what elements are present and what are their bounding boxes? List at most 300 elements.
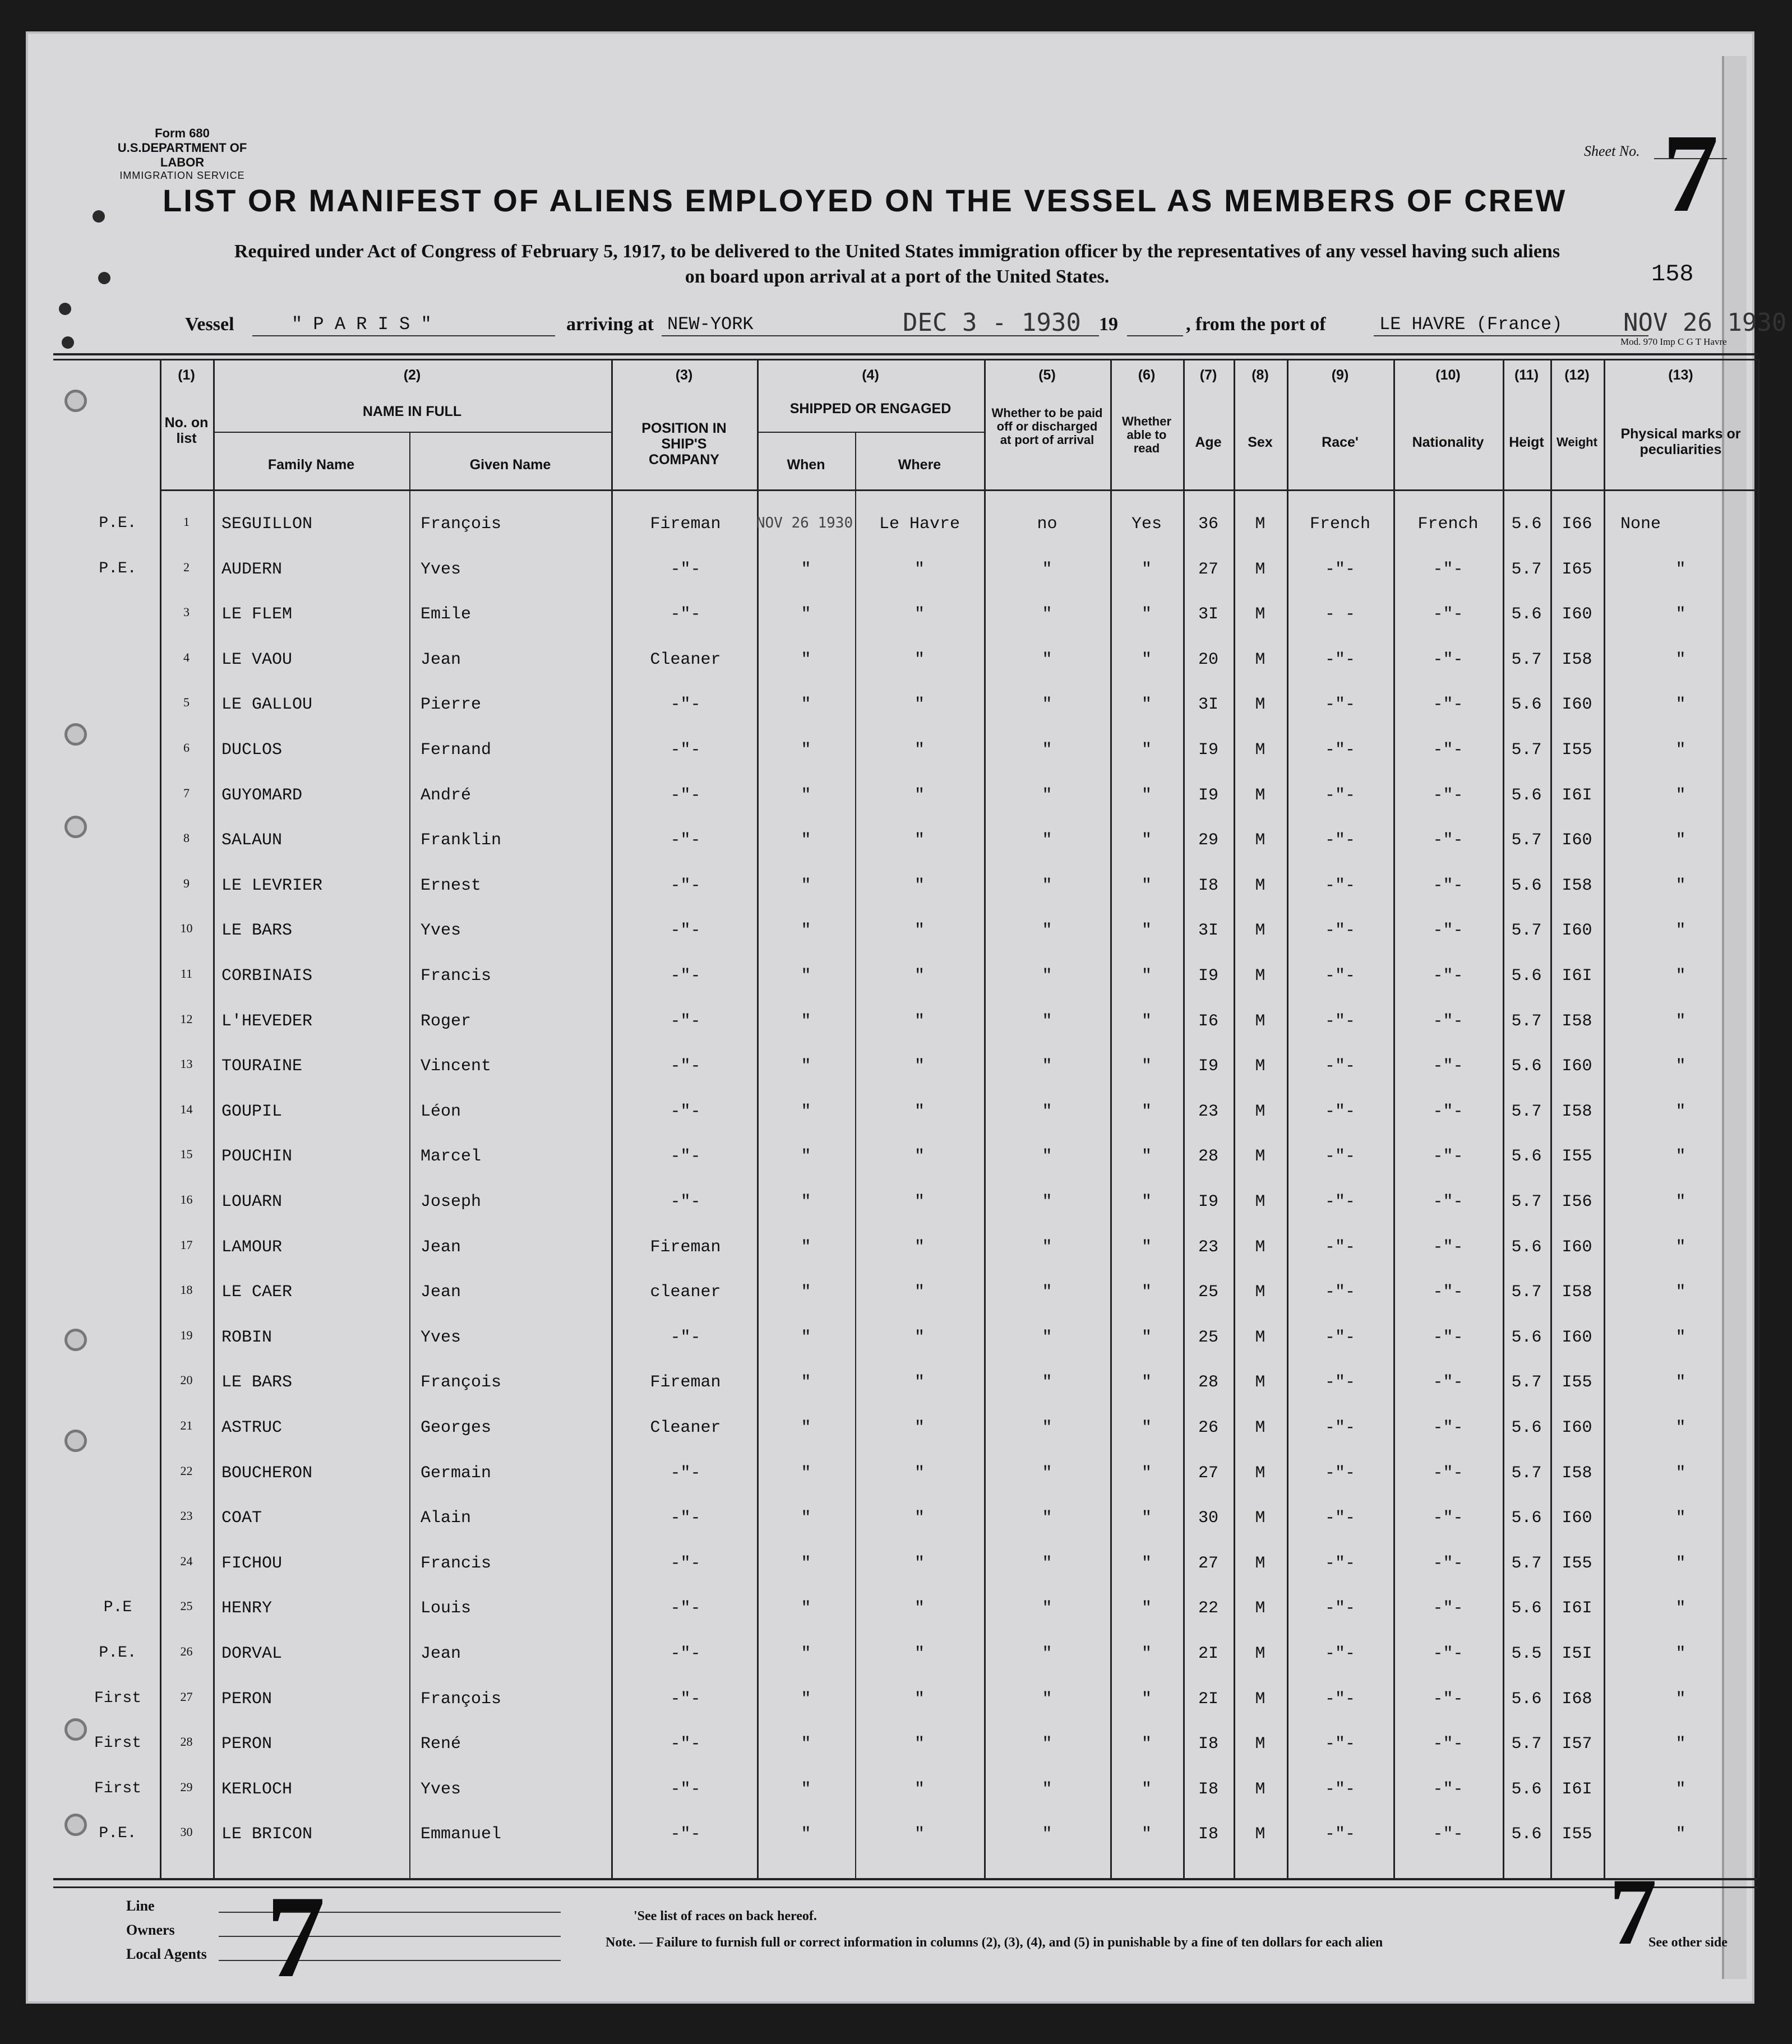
race: -"- [1324,966,1355,986]
family-name: BOUCHERON [221,1463,313,1483]
paid-off: " [1042,921,1052,941]
position: -"- [670,1463,701,1483]
position: -"- [670,1057,701,1076]
race: -"- [1324,1735,1355,1754]
shipped-where: " [914,1328,925,1347]
shipped-when: " [801,741,811,760]
age: I6 [1198,1011,1218,1031]
height: 5.7 [1511,1373,1542,1393]
family-name: LE VAOU [221,650,293,669]
race: - - [1324,605,1355,625]
race: -"- [1324,1689,1355,1709]
able-to-read: " [1141,1283,1152,1302]
shipped-where: " [914,1102,925,1121]
age: 27 [1198,1553,1218,1573]
paid-off: " [1042,1057,1052,1076]
sex: M [1255,1328,1266,1347]
footer-line-label: Line [126,1898,155,1914]
position: cleaner [650,1283,721,1302]
age: 27 [1198,1463,1218,1483]
weight: I6I [1562,785,1592,805]
age: 29 [1198,831,1218,850]
given-name: Jean [421,1237,461,1257]
able-to-read: " [1141,1599,1152,1618]
shipped-when: " [801,1328,811,1347]
position: -"- [670,876,701,895]
position: -"- [670,741,701,760]
weight: I57 [1562,1735,1592,1754]
age: 27 [1198,559,1218,579]
family-name: HENRY [221,1599,273,1618]
sex: M [1255,1283,1266,1302]
sex: M [1255,559,1266,579]
shipped-where: " [914,1192,925,1211]
able-to-read: " [1141,1509,1152,1528]
family-name: SALAUN [221,831,283,850]
sex: M [1255,921,1266,941]
able-to-read: " [1141,1779,1152,1799]
grid-column-line [611,359,613,1878]
shipped-when: " [801,1825,811,1844]
shipped-where: " [914,695,925,715]
weight: I60 [1562,921,1592,941]
age: I9 [1198,1192,1218,1211]
able-to-read: " [1141,1735,1152,1754]
sex: M [1255,1011,1266,1031]
row-mark: P.E. [99,1644,137,1662]
sex: M [1255,1237,1266,1257]
physical-marks: " [1675,1328,1686,1347]
race: -"- [1324,1825,1355,1844]
shipped-where: " [914,1057,925,1076]
height: 5.6 [1511,695,1542,715]
position: -"- [670,1735,701,1754]
given-name: René [421,1735,461,1754]
weight: I55 [1562,1825,1592,1844]
row-number: 26 [180,1644,193,1658]
sex: M [1255,741,1266,760]
col3-header: POSITION IN SHIP'S COMPANY [641,420,727,468]
weight: I68 [1562,1689,1592,1709]
height: 5.6 [1511,1779,1542,1799]
weight: I55 [1562,1373,1592,1393]
race: -"- [1324,1779,1355,1799]
shipped-when: " [801,1147,811,1167]
shipped-where: " [914,1644,925,1663]
age: I8 [1198,1825,1218,1844]
physical-marks: " [1675,1509,1686,1528]
able-to-read: " [1141,1237,1152,1257]
col2-given-header: Given Name [469,457,551,473]
age: 3I [1198,921,1218,941]
race: -"- [1324,831,1355,850]
shipped-when: " [801,1192,811,1211]
row-number: 10 [180,921,193,936]
shipped-where: " [914,785,925,805]
able-to-read: " [1141,1689,1152,1709]
row-number: 11 [180,966,193,981]
shipped-when: " [801,921,811,941]
position: -"- [670,1011,701,1031]
family-name: LE BARS [221,921,293,941]
shipped-where: " [914,1147,925,1167]
age: I8 [1198,1735,1218,1754]
given-name: Emmanuel [421,1825,502,1844]
grid-column-line [409,433,410,1878]
sex: M [1255,515,1266,534]
height: 5.6 [1511,1418,1542,1437]
given-name: Yves [421,1779,461,1799]
arriving-label: arriving at [566,314,654,335]
position: -"- [670,1599,701,1618]
nationality: -"- [1433,1689,1463,1709]
sex: M [1255,1779,1266,1799]
shipped-when: " [801,876,811,895]
physical-marks: " [1675,650,1686,669]
given-name: Yves [421,559,461,579]
col11-number: (11) [1514,367,1539,383]
height: 5.7 [1511,1011,1542,1031]
row-number: 9 [183,876,190,890]
shipped-where: Le Havre [879,515,960,534]
col5-header: Whether to be paid off or discharged at port of arrival [991,406,1103,447]
physical-marks: " [1675,741,1686,760]
binder-hole [93,210,105,223]
col2-header: NAME IN FULL [362,404,462,419]
nationality: -"- [1433,741,1463,760]
nationality: -"- [1433,1418,1463,1437]
shipped-where: " [914,1283,925,1302]
paid-off: " [1042,1328,1052,1347]
position: Cleaner [650,650,721,669]
binder-hole [62,336,74,349]
age: 2I [1198,1689,1218,1709]
given-name: Germain [421,1463,492,1483]
binder-hole [59,303,71,315]
grid-column-line [1758,359,1759,1878]
weight: I55 [1562,1147,1592,1167]
shipped-when: " [801,695,811,715]
nationality: -"- [1433,605,1463,625]
race: -"- [1324,1553,1355,1573]
sex: M [1255,1553,1266,1573]
sex: M [1255,695,1266,715]
family-name: DUCLOS [221,741,283,760]
able-to-read: " [1141,785,1152,805]
height: 5.7 [1511,831,1542,850]
paid-off: " [1042,1373,1052,1393]
nationality: -"- [1433,785,1463,805]
position: Cleaner [650,1418,721,1437]
nationality: -"- [1433,1735,1463,1754]
height: 5.7 [1511,741,1542,760]
height: 5.7 [1511,1102,1542,1121]
shipped-where: " [914,741,925,760]
nationality: -"- [1433,921,1463,941]
race: -"- [1324,1599,1355,1618]
given-name: Jean [421,1644,461,1663]
shipped-where: " [914,876,925,895]
col4-when-header: When [787,457,825,473]
row-number: 1 [183,515,190,529]
shipped-where: " [914,1418,925,1437]
shipped-when: " [801,1553,811,1573]
weight: I55 [1562,1553,1592,1573]
race: -"- [1324,1057,1355,1076]
age: 26 [1198,1418,1218,1437]
able-to-read: Yes [1131,515,1162,534]
physical-marks: " [1675,1011,1686,1031]
col2-family-header: Family Name [267,457,355,473]
able-to-read: " [1141,1057,1152,1076]
service-name: IMMIGRATION SERVICE [119,170,245,181]
col6-header: Whether able to read [1122,414,1171,455]
shipped-when: " [801,1735,811,1754]
col11-header: Heigt [1509,434,1544,450]
shipped-when: " [801,1237,811,1257]
position: -"- [670,966,701,986]
row-number: 6 [183,741,190,755]
row-mark: First [94,1735,141,1752]
physical-marks: " [1675,605,1686,625]
row-mark: First [94,1689,141,1707]
row-mark: P.E [103,1599,132,1617]
family-name: LE CAER [221,1283,293,1302]
shipped-where: " [914,1463,925,1483]
height: 5.6 [1511,1147,1542,1167]
shipped-where: " [914,650,925,669]
height: 5.6 [1511,515,1542,534]
family-name: TOURAINE [221,1057,303,1076]
height: 5.6 [1511,966,1542,986]
nationality: -"- [1433,1192,1463,1211]
nationality: -"- [1433,1509,1463,1528]
row-number: 21 [180,1418,193,1432]
height: 5.7 [1511,1735,1542,1754]
row-number: 12 [180,1011,193,1026]
vessel-name: " P A R I S " [292,314,432,335]
position: -"- [670,605,701,625]
given-name: Ernest [421,876,482,895]
height: 5.7 [1511,1192,1542,1211]
paid-off: " [1042,1735,1052,1754]
family-name: LE FLEM [221,605,293,625]
sex: M [1255,1373,1266,1393]
shipped-when: " [801,966,811,986]
sheet-mark-right: 7 [1609,1859,1657,1964]
shipped-when: " [801,1644,811,1663]
sex: M [1255,876,1266,895]
age: 22 [1198,1599,1218,1618]
able-to-read: " [1141,1328,1152,1347]
able-to-read: " [1141,1553,1152,1573]
row-mark: P.E. [99,1825,137,1843]
sex: M [1255,1509,1266,1528]
given-name: Franklin [421,831,502,850]
able-to-read: " [1141,1373,1152,1393]
nationality: -"- [1433,1102,1463,1121]
col10-header: Nationality [1412,434,1484,450]
shipped-where: " [914,1553,925,1573]
able-to-read: " [1141,650,1152,669]
paid-off: " [1042,559,1052,579]
race: -"- [1324,741,1355,760]
position: -"- [670,1509,701,1528]
row-number: 7 [183,785,190,800]
shipped-when: " [801,1057,811,1076]
sex: M [1255,1057,1266,1076]
shipped-where: " [914,1689,925,1709]
physical-marks: " [1675,1463,1686,1483]
family-name: KERLOCH [221,1779,293,1799]
col2-number: (2) [403,367,421,383]
family-name: LE GALLOU [221,695,313,715]
weight: I58 [1562,650,1592,669]
binder-ring [64,390,87,412]
position: -"- [670,1192,701,1211]
paid-off: " [1042,966,1052,986]
position: -"- [670,1779,701,1799]
age: 3I [1198,695,1218,715]
sex: M [1255,1644,1266,1663]
family-name: CORBINAIS [221,966,313,986]
height: 5.7 [1511,559,1542,579]
family-name: POUCHIN [221,1147,293,1167]
weight: I55 [1562,741,1592,760]
physical-marks: " [1675,785,1686,805]
race: -"- [1324,1373,1355,1393]
col4-number: (4) [862,367,879,383]
age: I9 [1198,741,1218,760]
paid-off: " [1042,1418,1052,1437]
height: 5.6 [1511,1237,1542,1257]
race: -"- [1324,1147,1355,1167]
position: -"- [670,831,701,850]
footer-agents-label: Local Agents [126,1946,207,1962]
paid-off: " [1042,1599,1052,1618]
nationality: -"- [1433,966,1463,986]
col3-number: (3) [675,367,693,383]
weight: I60 [1562,1418,1592,1437]
position: -"- [670,559,701,579]
nationality: -"- [1433,1599,1463,1618]
nationality: -"- [1433,650,1463,669]
able-to-read: " [1141,1825,1152,1844]
age: 28 [1198,1373,1218,1393]
shipped-when: " [801,1689,811,1709]
weight: I65 [1562,559,1592,579]
row-number: 18 [180,1283,193,1297]
given-name: Yves [421,1328,461,1347]
physical-marks: " [1675,695,1686,715]
row-number: 16 [180,1192,193,1206]
row-number: 3 [183,605,190,619]
nationality: -"- [1433,1825,1463,1844]
row-mark: P.E. [99,515,137,532]
col1-header: No. on list [164,415,209,446]
able-to-read: " [1141,695,1152,715]
paid-off: " [1042,695,1052,715]
given-name: Léon [421,1102,461,1121]
weight: I66 [1562,515,1592,534]
age: 30 [1198,1509,1218,1528]
weight: I60 [1562,1057,1592,1076]
race: -"- [1324,559,1355,579]
physical-marks: " [1675,1825,1686,1844]
family-name: GOUPIL [221,1102,283,1121]
height: 5.6 [1511,1057,1542,1076]
physical-marks: " [1675,1599,1686,1618]
col12-number: (12) [1564,367,1590,383]
physical-marks: " [1675,1283,1686,1302]
shipped-when: " [801,1779,811,1799]
age: I9 [1198,966,1218,986]
shipped-when: NOV 26 1930 [756,515,853,531]
sex: M [1255,1689,1266,1709]
weight: I60 [1562,1328,1592,1347]
departure-date-stamp: NOV 26 1930 [1623,308,1787,337]
shipped-where: " [914,1237,925,1257]
race: -"- [1324,1418,1355,1437]
row-number: 4 [183,650,190,664]
row-number: 13 [180,1057,193,1071]
col7-number: (7) [1199,367,1217,383]
age: 20 [1198,650,1218,669]
row-number: 20 [180,1373,193,1388]
height: 5.6 [1511,605,1542,625]
physical-marks: " [1675,1553,1686,1573]
race: -"- [1324,1237,1355,1257]
shipped-when: " [801,605,811,625]
year-label: 19 [1099,314,1118,335]
given-name: Joseph [421,1192,482,1211]
shipped-where: " [914,966,925,986]
race: -"- [1324,1644,1355,1663]
position: -"- [670,785,701,805]
paid-off: " [1042,1509,1052,1528]
binder-ring [64,816,87,838]
form-number: Form 680 [155,126,210,140]
height: 5.6 [1511,1509,1542,1528]
department-name: U.S.DEPARTMENT OF LABOR [117,141,247,169]
given-name: Emile [421,605,472,625]
given-name: Pierre [421,695,482,715]
paid-off: " [1042,1463,1052,1483]
col12-header: Weight [1557,435,1597,449]
age: 2I [1198,1644,1218,1663]
departure-port: LE HAVRE (France) [1379,314,1563,335]
col13-header: Physical marks or peculiarities [1620,426,1741,457]
given-name: Jean [421,1283,461,1302]
position: -"- [670,1825,701,1844]
sheet-label: Sheet No. [1584,143,1640,159]
row-number: 30 [180,1825,193,1839]
height: 5.6 [1511,1825,1542,1844]
physical-marks: " [1675,1735,1686,1754]
given-name: Alain [421,1509,472,1528]
given-name: Roger [421,1011,472,1031]
race: -"- [1324,785,1355,805]
paid-off: " [1042,741,1052,760]
col9-number: (9) [1331,367,1349,383]
row-mark: P.E. [99,559,137,577]
given-name: François [421,515,502,534]
physical-marks: " [1675,1779,1686,1799]
sex: M [1255,1418,1266,1437]
row-number: 27 [180,1689,193,1704]
race: -"- [1324,1192,1355,1211]
nationality: -"- [1433,695,1463,715]
